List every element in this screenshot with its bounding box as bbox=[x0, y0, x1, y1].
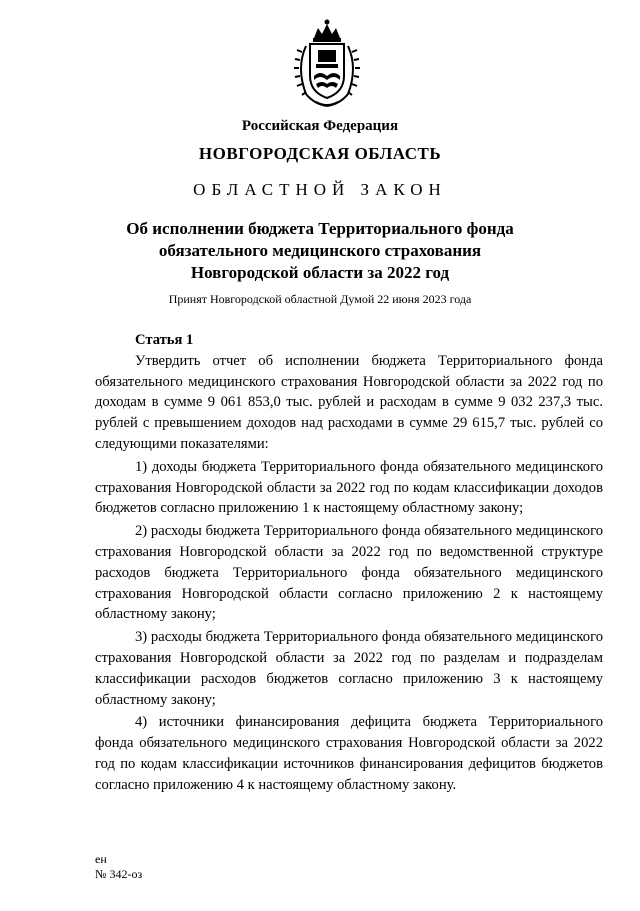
law-title-line: обязательного медицинского страхования bbox=[158, 241, 482, 260]
document-footer bbox=[95, 852, 142, 882]
law-title-line: Об исполнении бюджета Территориального фонда bbox=[126, 219, 514, 238]
adoption-note: Принят Новгородской областной Думой 22 июня 2023 года bbox=[168, 292, 472, 306]
law-title bbox=[0, 218, 640, 284]
coat-of-arms-icon bbox=[292, 18, 362, 110]
region-name: НОВГОРОДСКАЯ ОБЛАСТЬ bbox=[198, 144, 442, 163]
article-paragraph: 3) расходы бюджета Территориального фонда обязательного медицинского страхования Новгородской области за 2022 год по разделам и подразделам классификации расходов бюджетов согласно приложению 3 к настоящему областному закону; bbox=[95, 629, 603, 708]
article-paragraph: 4) источники финансирования дефицита бюджета Территориального фонда обязательного медицинского страхования Новгородской области за 2022 год по кодам классификации источников финансирования дефицитов бюджетов согласно приложению 4 к настоящему областному закону. bbox=[95, 714, 603, 793]
law-title-line: Новгородской области за 2022 год bbox=[190, 263, 450, 282]
law-number: № 342-оз bbox=[95, 867, 143, 881]
article-body bbox=[95, 330, 603, 796]
article-heading: Статья 1 bbox=[135, 332, 194, 348]
document-type: ОБЛАСТНОЙ ЗАКОН bbox=[193, 180, 447, 199]
article-paragraph: 1) доходы бюджета Территориального фонда обязательного медицинского страхования Новгородской области за 2022 год по кодам классификации доходов бюджетов согласно приложению 1 к настоящему областному закону; bbox=[95, 458, 603, 517]
article-paragraph: 2) расходы бюджета Территориального фонда обязательного медицинского страхования Новгородской области за 2022 год по ведомственной структуре расходов бюджета Территориального фонда обязательного медицинского страхования Новгородской области согласно приложению 2 к настоящему областному закону; bbox=[95, 523, 603, 623]
country-name: Российская Федерация bbox=[241, 118, 399, 134]
article-paragraph: Утвердить отчет об исполнении бюджета Территориального фонда обязательного медицинского страхования Новгородской области за 2022 год по доходам в сумме 9 061 853,0 тыс. рублей и расходам в сумме 9 032 237,3 тыс. рублей с превышением доходов над расходами в сумме 29 615,7 тыс. рублей со следующими показателями: bbox=[95, 352, 603, 452]
executor-initials: ен bbox=[95, 852, 107, 866]
